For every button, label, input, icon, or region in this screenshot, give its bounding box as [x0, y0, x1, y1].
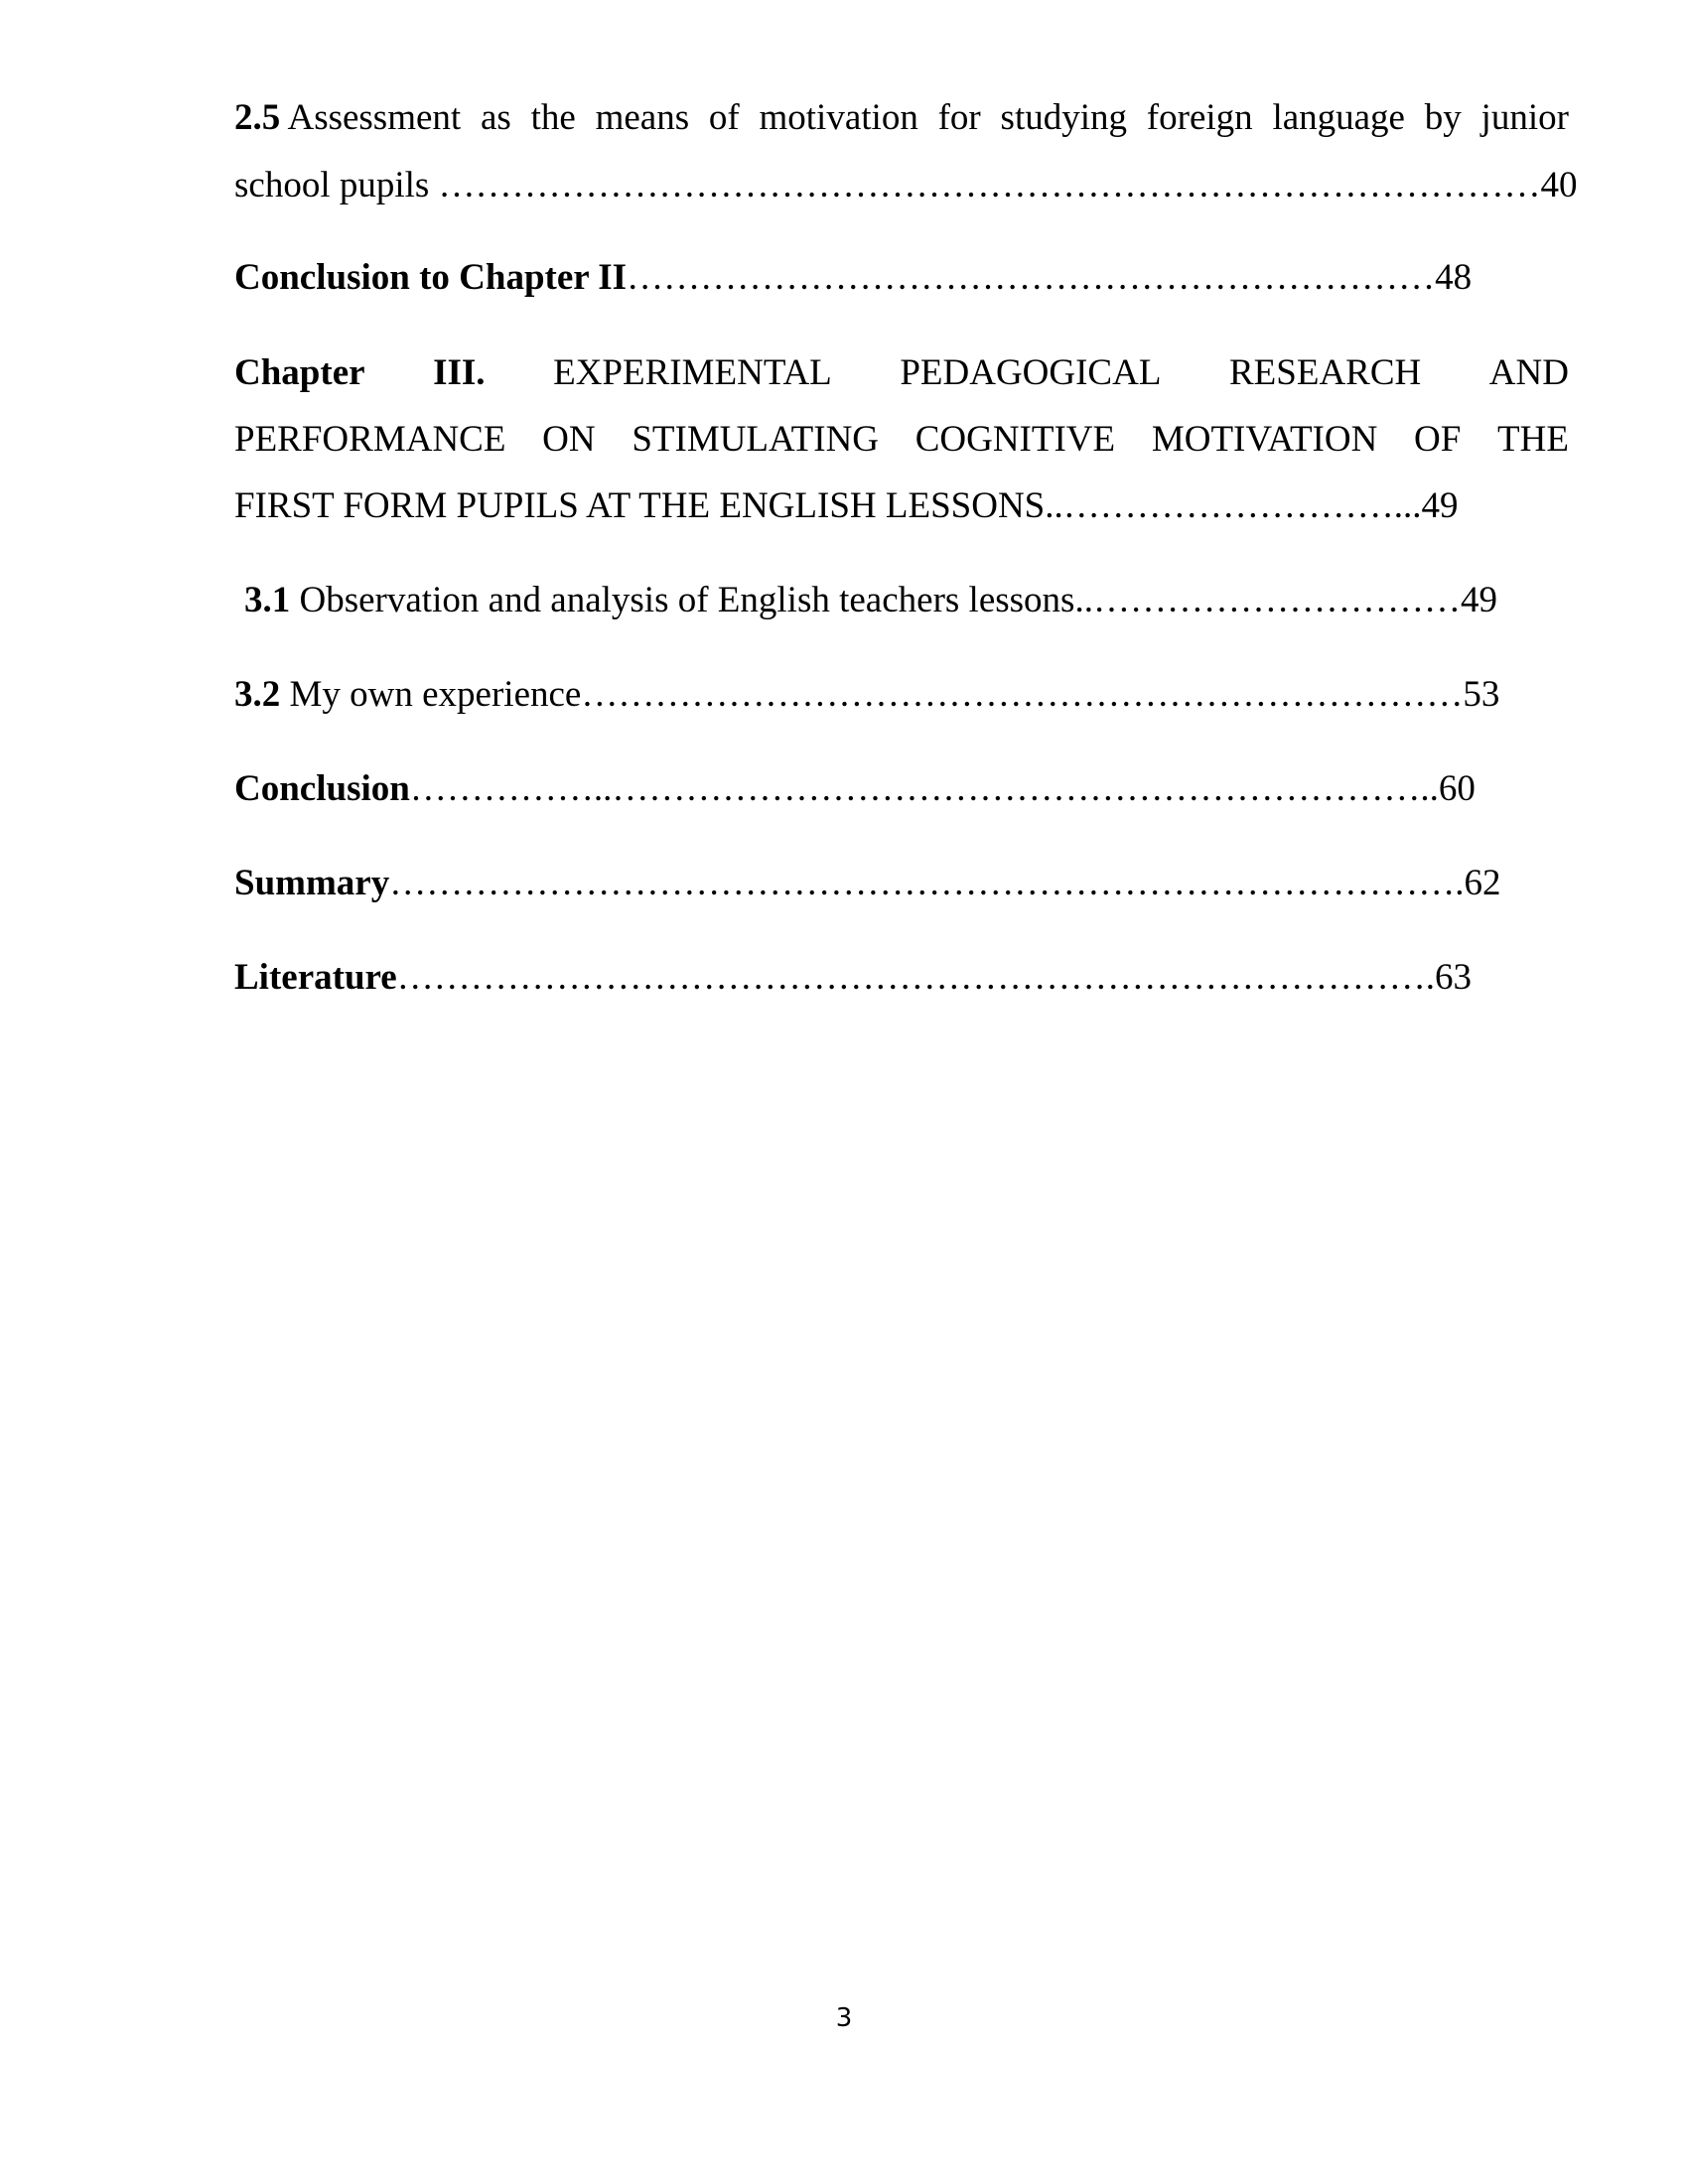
toc-entry-3-2 [234, 674, 1569, 716]
toc-entry-2-5-word: for [937, 97, 981, 138]
toc-entry-chapter-3-line-1 [234, 352, 1569, 394]
toc-entry-leader-page: …………………………………………………………48 [627, 257, 1473, 298]
toc-chapter-word: STIMULATING [632, 419, 880, 460]
toc-chapter-word: ON [542, 419, 596, 460]
toc-entry-summary [234, 863, 1569, 904]
toc-entry-conclusion [234, 768, 1569, 810]
toc-entry-2-5-word: the [530, 97, 576, 138]
toc-entry-leader-page: ……………..…………………………………………………………..60 [409, 768, 1476, 809]
toc-entry-2-5-word: as [480, 97, 511, 138]
toc-chapter-word: PEDAGOGICAL [900, 352, 1162, 393]
page-number: 3 [835, 2003, 853, 2033]
toc-entry-2-5-word: of [708, 97, 740, 138]
toc-entry-leader-page: ………………………………………………………………………….63 [396, 957, 1472, 998]
toc-entry-2-5-word: junior [1480, 97, 1569, 138]
toc-chapter-word: MOTIVATION [1151, 419, 1378, 460]
toc-entry-number: 3.2 [234, 674, 281, 715]
toc-entry-title: Conclusion [234, 768, 410, 809]
toc-entry-2-5-word: means [595, 97, 690, 138]
toc-entry-title: Summary [234, 863, 390, 903]
toc-entry-chapter-3-line-2 [234, 419, 1569, 461]
toc-chapter-word: THE [1497, 419, 1569, 460]
toc-chapter-word: RESEARCH [1228, 352, 1422, 393]
toc-entry-leader-page: …………………………………………………………………………….62 [389, 863, 1501, 903]
toc-chapter-word: PERFORMANCE [234, 419, 506, 460]
toc-chapter-word: AND [1488, 352, 1569, 393]
toc-chapter-word: OF [1414, 419, 1462, 460]
toc-entry-2-5-word: foreign [1146, 97, 1253, 138]
toc-entry-number: 3.1 [244, 580, 291, 620]
toc-entry-title: Conclusion to Chapter II [234, 257, 628, 298]
toc-chapter-label: Chapter [234, 352, 365, 393]
toc-entry-text: My own experience………………………………………………………………53 [289, 674, 1500, 715]
toc-entry-2-5-word: language [1272, 97, 1405, 138]
toc-entry-conclusion-chapter-2 [234, 257, 1569, 299]
toc-entry-2-5-word: by [1424, 97, 1462, 138]
toc-entry-chapter-3-line-3: FIRST FORM PUPILS AT THE ENGLISH LESSONS..………………………...49 [234, 485, 1459, 526]
toc-entry-2-5-word: Assessment [287, 97, 462, 138]
toc-entry-2-5-line-2: school pupils ………………………………………………………………………………40 [234, 165, 1578, 205]
toc-entry-2-5-word: studying [1000, 97, 1128, 138]
toc-entry-2-5-number: 2.5 [234, 97, 281, 138]
toc-entry-2-5-head [234, 97, 461, 139]
toc-entry-title: Literature [234, 957, 397, 998]
toc-entry-3-1 [244, 580, 1579, 621]
toc-entry-2-5-line-1 [234, 97, 1569, 139]
toc-chapter-number: III. [433, 352, 486, 393]
toc-chapter-word: EXPERIMENTAL [553, 352, 832, 393]
toc-entry-text: Observation and analysis of English teachers lessons..…………………………49 [299, 580, 1497, 620]
toc-entry-2-5-word: motivation [759, 97, 918, 138]
toc-entry-literature [234, 957, 1569, 999]
toc-chapter-word: COGNITIVE [914, 419, 1116, 460]
